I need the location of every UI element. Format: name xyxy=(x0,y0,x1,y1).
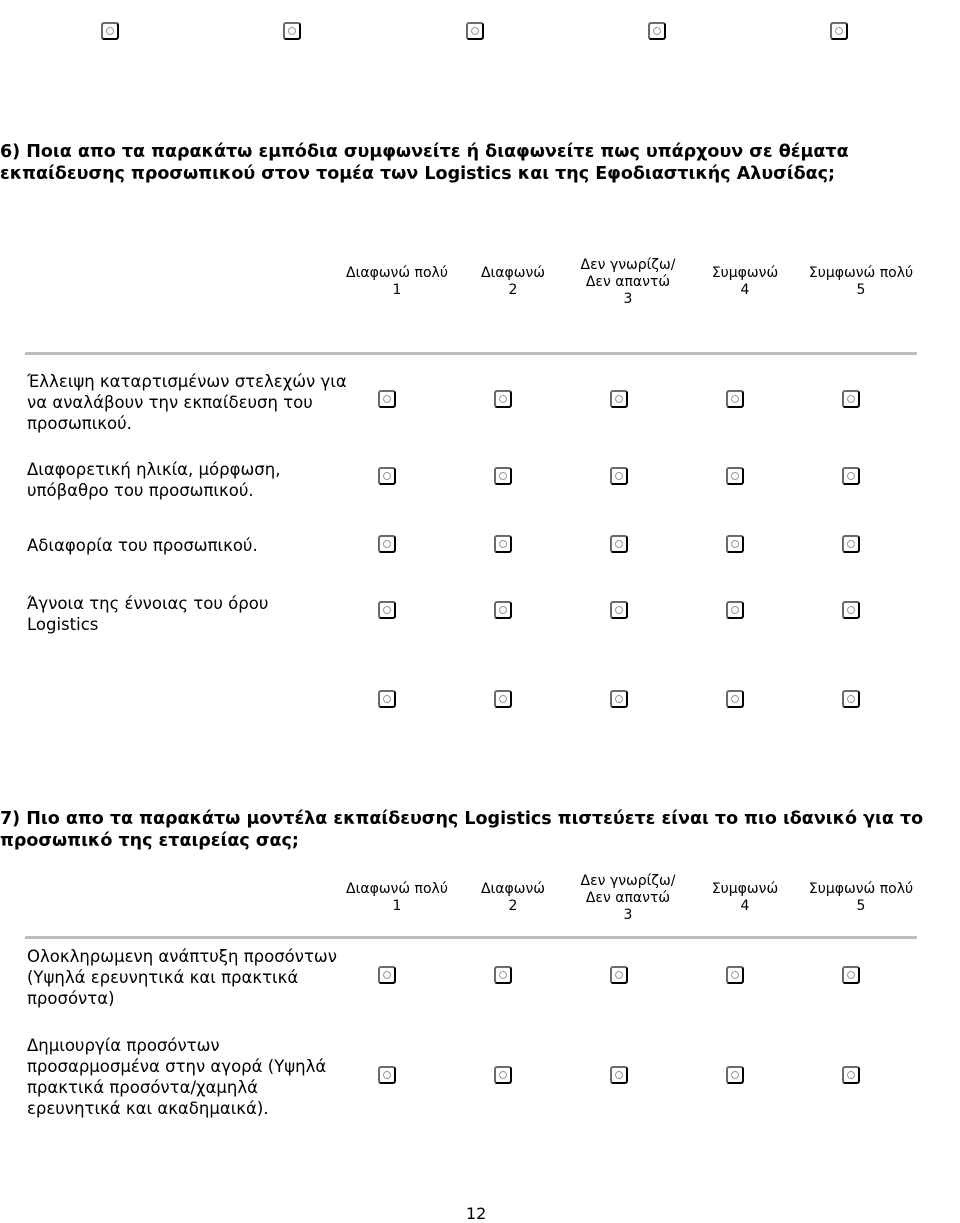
divider xyxy=(25,936,917,939)
radio-button[interactable] xyxy=(726,690,744,708)
radio-button[interactable] xyxy=(378,535,396,553)
question-title: 6) Ποια απο τα παρακάτω εμπόδια συμφωνείτε ή διαφωνείτε πως υπάρχουν σε θέματα εκπαίδευσης προσωπικού στον τομέα των Logistics και της Εφοδιαστικής Αλυσίδας; xyxy=(0,142,849,184)
radio-button[interactable] xyxy=(610,1066,628,1084)
radio-button[interactable] xyxy=(842,467,860,485)
radio-button[interactable] xyxy=(466,22,484,40)
radio-button[interactable] xyxy=(610,690,628,708)
radio-button[interactable] xyxy=(494,601,512,619)
scale-label-1: Διαφωνώ πολύ 1 xyxy=(346,265,448,298)
radio-button[interactable] xyxy=(842,966,860,984)
radio-button[interactable] xyxy=(842,1066,860,1084)
radio-button[interactable] xyxy=(648,22,666,40)
radio-button[interactable] xyxy=(283,22,301,40)
radio-button[interactable] xyxy=(610,966,628,984)
radio-button[interactable] xyxy=(101,22,119,40)
radio-button[interactable] xyxy=(494,535,512,553)
scale-label-5: Συμφωνώ πολύ 5 xyxy=(808,881,914,914)
radio-button[interactable] xyxy=(494,1066,512,1084)
radio-button[interactable] xyxy=(726,390,744,408)
scale-label-3: Δεν γνωρίζω/ Δεν απαντώ 3 xyxy=(580,873,676,923)
radio-button[interactable] xyxy=(610,601,628,619)
statement-label: Ολοκληρωμενη ανάπτυξη προσόντων (Υψηλά ερευνητικά και πρακτικά προσόντα) xyxy=(27,947,337,1008)
radio-button[interactable] xyxy=(842,601,860,619)
radio-button[interactable] xyxy=(378,390,396,408)
radio-button[interactable] xyxy=(378,1066,396,1084)
statement-label: Αδιαφορία του προσωπικού. xyxy=(27,536,258,555)
question-title: 7) Πιο απο τα παρακάτω μοντέλα εκπαίδευσης Logistics πιστεύετε είναι το πιο ιδανικό για το προσωπικό της εταιρείας σας; xyxy=(0,809,924,851)
radio-button[interactable] xyxy=(830,22,848,40)
scale-label-2: Διαφωνώ 2 xyxy=(480,881,546,914)
statement-label: Άγνοια της έννοιας του όρου Logistics xyxy=(27,594,269,634)
radio-button[interactable] xyxy=(726,966,744,984)
radio-button[interactable] xyxy=(726,601,744,619)
scale-label-4: Συμφωνώ 4 xyxy=(711,265,779,298)
radio-button[interactable] xyxy=(494,467,512,485)
scale-label-3: Δεν γνωρίζω/ Δεν απαντώ 3 xyxy=(580,257,676,307)
scale-label-4: Συμφωνώ 4 xyxy=(711,881,779,914)
radio-button[interactable] xyxy=(494,690,512,708)
scale-label-5: Συμφωνώ πολύ 5 xyxy=(808,265,914,298)
radio-button[interactable] xyxy=(378,966,396,984)
radio-button[interactable] xyxy=(494,966,512,984)
radio-button[interactable] xyxy=(610,535,628,553)
radio-button[interactable] xyxy=(378,467,396,485)
radio-button[interactable] xyxy=(726,535,744,553)
divider xyxy=(25,352,917,355)
scale-label-1: Διαφωνώ πολύ 1 xyxy=(346,881,448,914)
statement-label: Έλλειψη καταρτισμένων στελεχών για να αναλάβουν την εκπαίδευση του προσωπικού. xyxy=(27,372,347,433)
radio-button[interactable] xyxy=(610,390,628,408)
radio-button[interactable] xyxy=(378,601,396,619)
radio-button[interactable] xyxy=(842,535,860,553)
radio-button[interactable] xyxy=(842,690,860,708)
radio-button[interactable] xyxy=(494,390,512,408)
radio-button[interactable] xyxy=(726,467,744,485)
scale-label-2: Διαφωνώ 2 xyxy=(480,265,546,298)
page-number: 12 xyxy=(466,1204,487,1223)
statement-label: Δημιουργία προσόντων προσαρμοσμένα στην αγορά (Υψηλά πρακτικά προσόντα/χαμηλά ερευνητικά και ακαδημαικά). xyxy=(27,1036,327,1118)
statement-label: Διαφορετική ηλικία, μόρφωση, υπόβαθρο του προσωπικού. xyxy=(27,460,281,500)
radio-button[interactable] xyxy=(842,390,860,408)
radio-button[interactable] xyxy=(726,1066,744,1084)
radio-button[interactable] xyxy=(378,690,396,708)
radio-button[interactable] xyxy=(610,467,628,485)
